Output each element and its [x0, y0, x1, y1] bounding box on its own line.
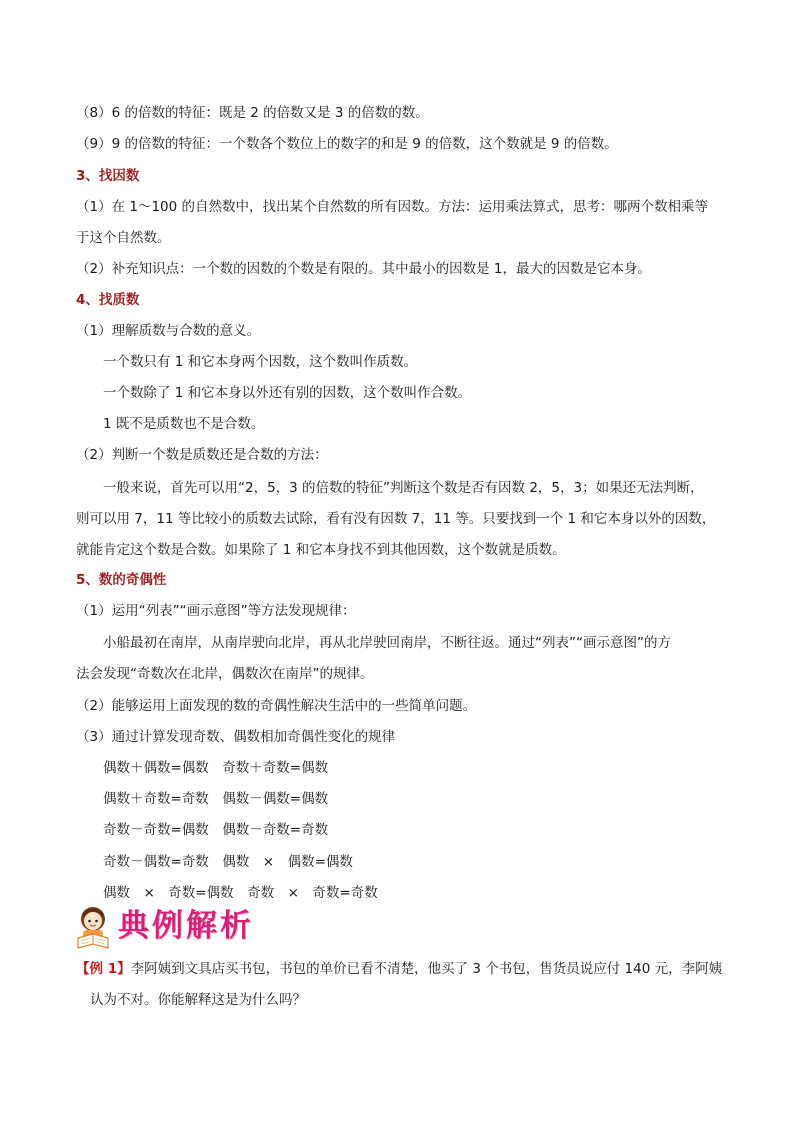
method-line-c: 就能肯定这个数是合数。如果除了 1 和它本身找不到其他因数，这个数就是质数。: [76, 542, 566, 558]
paragraph-find-factors-1b: 于这个自然数。: [76, 230, 171, 246]
boat-example-b: 法会发现“奇数次在北岸，偶数次在南岸”的规律。: [76, 666, 374, 682]
method-line-a: 一般来说，首先可以用“2，5，3 的倍数的特征”判断这个数是否有因数 2，5，3；如果还无法判断，: [103, 480, 704, 496]
example-1-text-b: 认为不对。你能解释这是为什么吗？: [90, 992, 306, 1008]
definition-prime: 一个数只有 1 和它本身两个因数，这个数叫作质数。: [103, 354, 418, 370]
method-line-b: 则可以用 7，11 等比较小的质数去试除，看有没有因数 7，11 等。只要找到一个 1 和它本身以外的因数，: [76, 511, 716, 527]
section-heading-find-factors: 3、找因数: [76, 168, 140, 184]
parity-rule-row-1: 偶数＋偶数=偶数 奇数＋奇数=偶数: [103, 760, 329, 776]
example-1-text-a: 李阿姨到文具店买书包，书包的单价已看不清楚，他买了 3 个书包，售货员说应付 140 元，李阿姨: [130, 961, 723, 977]
girl-reading-icon: [72, 904, 116, 952]
boat-example-a: 小船最初在南岸，从南岸驶向北岸，再从北岸驶回南岸，不断往返。通过“列表”“画示意图”的方: [103, 635, 671, 651]
paragraph-find-factors-1a: （1）在 1～100 的自然数中，找出某个自然数的所有因数。方法：运用乘法算式，思考：哪两个数相乘等: [76, 199, 709, 215]
rule-multiple-of-6: （8）6 的倍数的特征：既是 2 的倍数又是 3 的倍数的数。: [76, 105, 429, 121]
banner-title: 典例解析: [118, 908, 254, 944]
parity-rule-row-4: 奇数－偶数=奇数 偶数 × 偶数=偶数: [103, 854, 353, 870]
example-1-line-a: [76, 960, 722, 978]
paragraph-parity-3: （3）通过计算发现奇数、偶数相加奇偶性变化的规律: [76, 729, 396, 745]
paragraph-parity-1: （1）运用“列表”“画示意图”等方法发现规律：: [76, 603, 356, 619]
parity-rule-row-2: 偶数＋奇数=奇数 偶数－偶数=偶数: [103, 791, 329, 807]
definition-composite: 一个数除了 1 和它本身以外还有别的因数，这个数叫作合数。: [103, 385, 472, 401]
paragraph-find-factors-2: （2）补充知识点：一个数的因数的个数是有限的。其中最小的因数是 1，最大的因数是它本身。: [76, 261, 651, 277]
example-tag: 【例 1】: [76, 961, 131, 977]
paragraph-primes-2: （2）判断一个数是质数还是合数的方法：: [76, 447, 328, 463]
definition-one: 1 既不是质数也不是合数。: [103, 416, 265, 432]
example-banner: [72, 904, 272, 952]
rule-multiple-of-9: （9）9 的倍数的特征：一个数各个数位上的数字的和是 9 的倍数，这个数就是 9 的倍数。: [76, 136, 618, 152]
paragraph-primes-1: （1）理解质数与合数的意义。: [76, 323, 261, 339]
parity-rule-row-3: 奇数－奇数=偶数 偶数－奇数=奇数: [103, 822, 329, 838]
paragraph-parity-2: （2）能够运用上面发现的数的奇偶性解决生活中的一些简单问题。: [76, 698, 477, 714]
section-heading-parity: 5、数的奇偶性: [76, 572, 167, 588]
section-heading-find-primes: 4、找质数: [76, 292, 140, 308]
parity-rule-row-5: 偶数 × 奇数=偶数 奇数 × 奇数=奇数: [103, 885, 378, 901]
